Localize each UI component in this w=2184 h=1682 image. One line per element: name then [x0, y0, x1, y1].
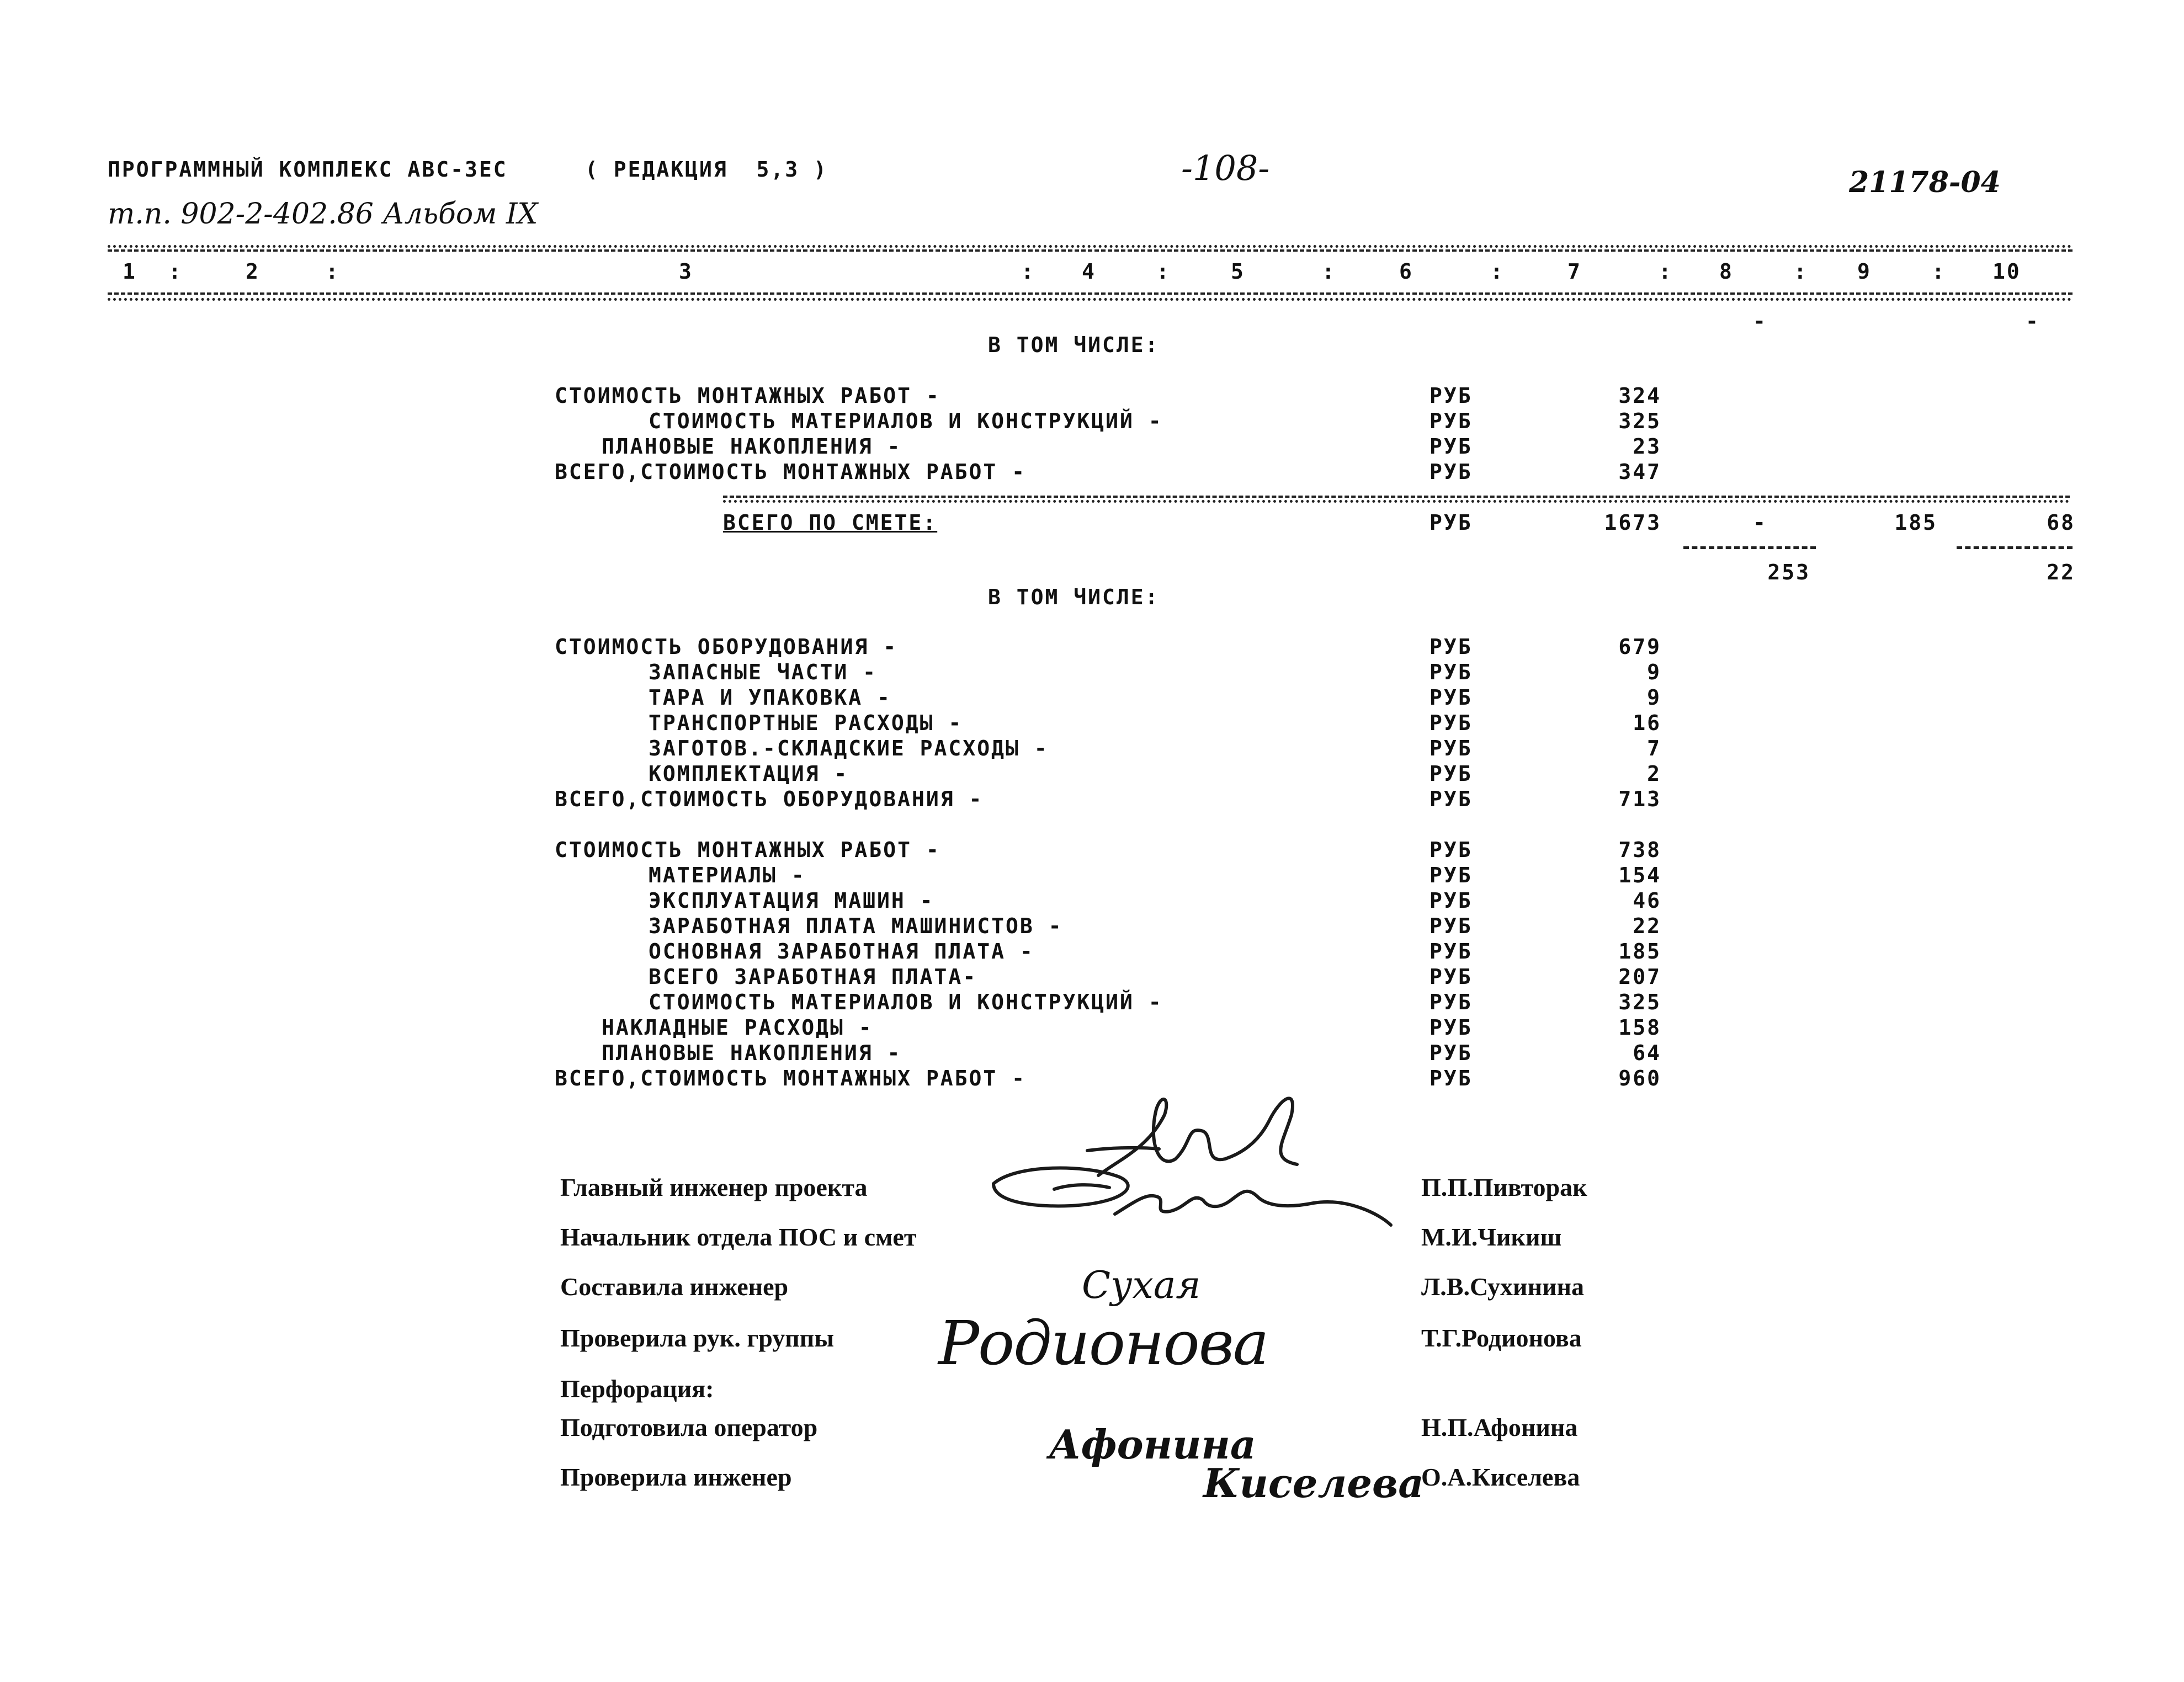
line-item-value: 679 [1618, 635, 1661, 659]
line-item-unit: РУБ [1430, 914, 1473, 938]
signatory-name: Н.П.Афонина [1421, 1413, 1578, 1441]
line-item-unit: РУБ [1430, 736, 1473, 760]
signatory-name: Т.Г.Родионова [1421, 1324, 1582, 1352]
grand-total-unit: РУБ [1430, 510, 1473, 535]
line-item-value: 7 [1647, 736, 1661, 760]
line-item-unit: РУБ [1430, 965, 1473, 989]
line-item-unit: РУБ [1430, 384, 1473, 408]
header-bottom-rule-2 [108, 298, 2073, 301]
signatory-role: Проверила инженер [560, 1463, 792, 1491]
line-item-label: ВСЕГО,СТОИМОСТЬ МОНТАЖНЫХ РАБОТ - [555, 1066, 1026, 1090]
col-10: 10 [1992, 259, 2021, 284]
line-item-unit: РУБ [1430, 863, 1473, 887]
grand-total-col9: 185 [1894, 510, 1937, 535]
signatory-role: Главный инженер проекта [560, 1173, 868, 1201]
line-item-unit: РУБ [1430, 685, 1473, 710]
signatory-name: Л.В.Сухинина [1421, 1273, 1585, 1301]
signature-chief-engineer-and-department-head [982, 1082, 1402, 1264]
col-sep: : [168, 259, 183, 284]
line-item-label: ТАРА И УПАКОВКА - [649, 685, 891, 710]
signature-compiler: Сухая [1082, 1264, 1201, 1307]
col10-dash-mark: - [2026, 309, 2040, 333]
line-item-unit: РУБ [1430, 711, 1473, 735]
line-item-value: 325 [1618, 990, 1661, 1014]
col-sep: : [1322, 259, 1336, 284]
line-item-value: 207 [1618, 965, 1661, 989]
col8-dash-mark: - [1753, 309, 1767, 333]
section1-heading: В ТОМ ЧИСЛЕ: [988, 333, 1160, 357]
line-item-value: 2 [1647, 762, 1661, 786]
signatory-role: Подготовила оператор [560, 1413, 818, 1441]
line-item-unit: РУБ [1430, 1066, 1473, 1090]
signatory-name: М.И.Чикиш [1421, 1223, 1562, 1251]
line-item-value: 738 [1618, 838, 1661, 862]
grand-total-col10: 68 [2047, 510, 2075, 535]
line-item-value: 325 [1618, 409, 1661, 433]
total-top-rule-2 [723, 500, 2070, 503]
col-5: 5 [1231, 259, 1245, 284]
line-item-label: СТОИМОСТЬ МАТЕРИАЛОВ И КОНСТРУКЦИЙ - [649, 409, 1163, 433]
line-item-unit: РУБ [1430, 409, 1473, 433]
signature-checking-engineer: Киселева [1203, 1460, 1424, 1507]
line-item-unit: РУБ [1430, 939, 1473, 964]
line-item-label: МАТЕРИАЛЫ - [649, 863, 806, 887]
line-item-value: 16 [1633, 711, 1661, 735]
col-2: 2 [246, 259, 260, 284]
line-item-label: ЗАРАБОТНАЯ ПЛАТА МАШИНИСТОВ - [649, 914, 1063, 938]
grand-total-col8-sub: 253 [1767, 560, 1810, 584]
perforation-heading: Перфорация: [560, 1375, 714, 1403]
line-item-value: 64 [1633, 1041, 1661, 1065]
line-item-value: 154 [1618, 863, 1661, 887]
header-top-rule-2 [108, 249, 2073, 252]
col-8: 8 [1719, 259, 1734, 284]
col-7: 7 [1567, 259, 1582, 284]
line-item-unit: РУБ [1430, 1041, 1473, 1065]
line-item-value: 9 [1647, 685, 1661, 710]
line-item-value: 46 [1633, 888, 1661, 913]
signatory-name: П.П.Пивторак [1421, 1173, 1587, 1201]
grand-total-col8: - [1753, 510, 1767, 535]
signature-operator: Афонина [1049, 1421, 1256, 1468]
line-item-label: СТОИМОСТЬ МОНТАЖНЫХ РАБОТ - [555, 838, 940, 862]
line-item-label: ПЛАНОВЫЕ НАКОПЛЕНИЯ - [602, 434, 902, 459]
signatory-role: Начальник отдела ПОС и смет [560, 1223, 917, 1251]
header-top-rule [108, 245, 2073, 248]
line-item-unit: РУБ [1430, 838, 1473, 862]
line-item-value: 960 [1618, 1066, 1661, 1090]
col-sep: : [1659, 259, 1673, 284]
line-item-value: 158 [1618, 1015, 1661, 1040]
col-6: 6 [1399, 259, 1414, 284]
grand-total-label: ВСЕГО ПО СМЕТЕ: [723, 510, 938, 535]
line-item-label: СТОИМОСТЬ МОНТАЖНЫХ РАБОТ - [555, 384, 940, 408]
line-item-value: 185 [1618, 939, 1661, 964]
line-item-unit: РУБ [1430, 1015, 1473, 1040]
col8-subrule [1683, 546, 1816, 549]
line-item-unit: РУБ [1430, 434, 1473, 459]
line-item-label: ВСЕГО,СТОИМОСТЬ ОБОРУДОВАНИЯ - [555, 787, 984, 811]
line-item-label: СТОИМОСТЬ МАТЕРИАЛОВ И КОНСТРУКЦИЙ - [649, 990, 1163, 1014]
line-item-label: ВСЕГО ЗАРАБОТНАЯ ПЛАТА- [649, 965, 977, 989]
line-item-label: ОСНОВНАЯ ЗАРАБОТНАЯ ПЛАТА - [649, 939, 1034, 964]
line-item-label: СТОИМОСТЬ ОБОРУДОВАНИЯ - [555, 635, 898, 659]
col-sep: : [1932, 259, 1946, 284]
grand-total-col10-sub: 22 [2047, 560, 2075, 584]
col-3: 3 [679, 259, 693, 284]
line-item-label: ПЛАНОВЫЕ НАКОПЛЕНИЯ - [602, 1041, 902, 1065]
col-sep: : [1156, 259, 1171, 284]
line-item-label: ТРАНСПОРТНЫЕ РАСХОДЫ - [649, 711, 963, 735]
header-bottom-rule [108, 292, 2073, 295]
total-top-rule [723, 496, 2070, 498]
line-item-unit: РУБ [1430, 990, 1473, 1014]
line-item-label: КОМПЛЕКТАЦИЯ - [649, 762, 849, 786]
line-item-unit: РУБ [1430, 888, 1473, 913]
program-edition: ( РЕДАКЦИЯ 5,3 ) [585, 157, 828, 182]
grand-total-value: 1673 [1604, 510, 1661, 535]
section2-heading: В ТОМ ЧИСЛЕ: [988, 585, 1160, 609]
col-4: 4 [1082, 259, 1096, 284]
col-sep: : [326, 259, 340, 284]
line-item-label: ЗАПАСНЫЕ ЧАСТИ - [649, 660, 878, 684]
col-9: 9 [1857, 259, 1872, 284]
line-item-label: ВСЕГО,СТОИМОСТЬ МОНТАЖНЫХ РАБОТ - [555, 460, 1026, 484]
line-item-unit: РУБ [1430, 635, 1473, 659]
line-item-value: 347 [1618, 460, 1661, 484]
line-item-label: ЗАГОТОВ.-СКЛАДСКИЕ РАСХОДЫ - [649, 736, 1049, 760]
line-item-unit: РУБ [1430, 460, 1473, 484]
document-number: 21178-04 [1849, 166, 2001, 199]
program-name: ПРОГРАММНЫЙ КОМПЛЕКС АВС-3ЕС [108, 157, 508, 182]
line-item-label: НАКЛАДНЫЕ РАСХОДЫ - [602, 1015, 873, 1040]
project-reference: т.п. 902-2-402.86 Альбом IX [108, 198, 538, 231]
line-item-value: 9 [1647, 660, 1661, 684]
signatory-name: О.А.Киселева [1421, 1463, 1580, 1491]
page-number: -108- [1181, 148, 1270, 188]
col-sep: : [1794, 259, 1808, 284]
signatory-role: Составила инженер [560, 1273, 789, 1301]
line-item-value: 22 [1633, 914, 1661, 938]
signatory-role: Проверила рук. группы [560, 1324, 835, 1352]
col-1: 1 [123, 259, 137, 284]
line-item-unit: РУБ [1430, 787, 1473, 811]
line-item-unit: РУБ [1430, 762, 1473, 786]
col10-subrule [1957, 546, 2073, 549]
line-item-value: 713 [1618, 787, 1661, 811]
col-sep: : [1490, 259, 1505, 284]
line-item-value: 324 [1618, 384, 1661, 408]
signature-group-lead: Родионова [938, 1308, 1268, 1378]
line-item-label: ЭКСПЛУАТАЦИЯ МАШИН - [649, 888, 934, 913]
col-sep: : [1021, 259, 1035, 284]
line-item-unit: РУБ [1430, 660, 1473, 684]
line-item-value: 23 [1633, 434, 1661, 459]
